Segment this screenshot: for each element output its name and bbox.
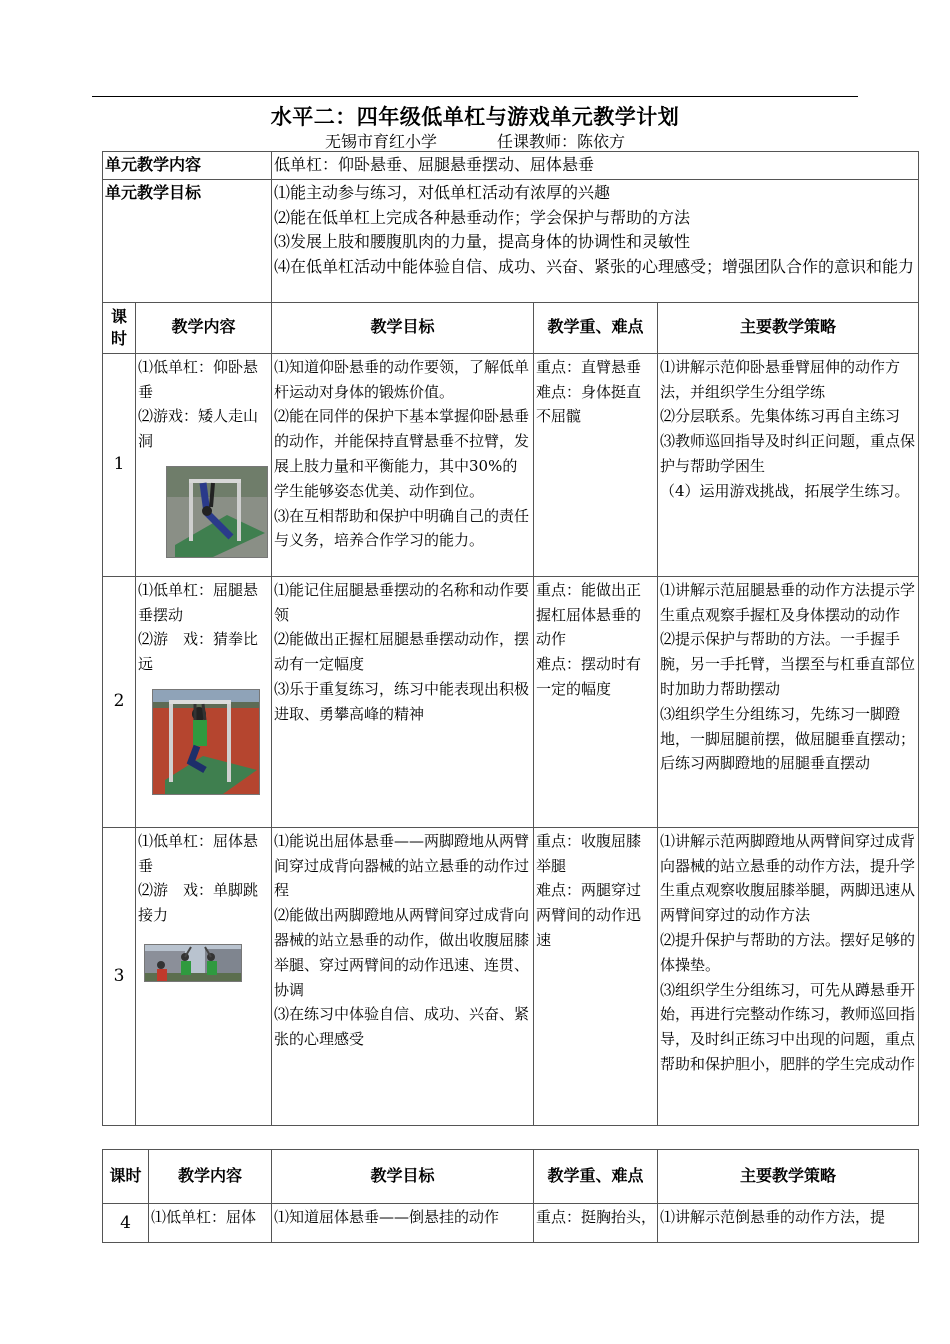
lesson-keypoints <box>534 576 658 827</box>
content-item: ⑵游 戏：猜拳比远 <box>138 630 259 674</box>
content-item: ⑴低单杠：屈腿悬垂摆动 <box>138 580 259 624</box>
goal-item: ⑵能做出正握杠屈腿悬垂摆动动作，摆动有一定幅度 <box>274 630 530 674</box>
keypoint-item: 重点：收腹屈膝举腿 <box>536 831 642 875</box>
table-row <box>103 353 919 576</box>
lesson-number: 4 <box>103 1204 149 1243</box>
strategy-item: ⑶组织学生分组练习，可先从蹲悬垂开始，再进行完整动作练习，教师巡回指导，及时纠正练习中出现的问题，重点帮助和保护胆小，肥胖的学生完成动作 <box>660 980 916 1073</box>
goal-item: ⑵能在同伴的保护下基本掌握仰卧悬垂的动作，并能保持直臂悬垂不拉臂，发展上肢力量和平衡能力，其中30%的学生能够姿态优美、动作到位。 <box>274 407 530 500</box>
header-keypoint: 教学重、难点 <box>534 302 658 353</box>
lesson-number: 2 <box>103 576 136 827</box>
header-strategy: 主要教学策略 <box>658 1150 919 1204</box>
content-item: ⑴低单杠：屈体悬垂 <box>138 831 259 875</box>
lesson-3-photo <box>144 944 242 982</box>
keypoint-item: 难点：两腿穿过两臂间的动作迅速 <box>536 881 642 949</box>
strategy-item: ⑴讲解示范屈腿悬垂的动作方法提示学生重点观察手握杠及身体摆动的动作 <box>660 580 916 624</box>
lesson-4-table <box>102 1149 919 1243</box>
goal-item: ⑶乐于重复练习，练习中能表现出积极进取、勇攀高峰的精神 <box>274 679 530 723</box>
teacher-name: 任课教师：陈依方 <box>497 132 626 151</box>
strategy-item: ⑵提升保护与帮助的方法。摆好足够的体操垫。 <box>660 930 916 974</box>
strategy-item: ⑶组织学生分组练习，先练习一脚蹬地，一脚屈腿前摆，做屈腿垂直摆动；后练习两脚蹬地的屈腿垂直摆动 <box>660 704 916 773</box>
lesson-keypoints <box>534 353 658 576</box>
lesson-strategies <box>658 576 919 827</box>
lesson-strategies: ⑴讲解示范倒悬垂的动作方法，提 <box>658 1204 919 1243</box>
table-row <box>103 827 919 1125</box>
unit-content-label: 单元教学内容 <box>103 152 272 180</box>
lesson-number: 1 <box>103 353 136 576</box>
unit-goal-item: ⑶发展上肢和腰腹肌肉的力量，提高身体的协调性和灵敏性 <box>274 232 691 252</box>
unit-goal-item: ⑴能主动参与练习，对低单杠活动有浓厚的兴趣 <box>274 182 611 202</box>
unit-goal-list <box>272 179 919 302</box>
lesson-strategies <box>658 353 919 576</box>
keypoint-item: 难点：身体挺直不屈髋 <box>536 382 642 426</box>
header-lesson: 课时 <box>103 302 136 353</box>
header-strategy: 主要教学策略 <box>658 302 919 353</box>
lesson-keypoints: 重点：挺胸抬头， <box>534 1204 658 1243</box>
goal-item: ⑴能记住屈腿悬垂摆动的名称和动作要领 <box>274 580 530 624</box>
strategy-item: （4）运用游戏挑战，拓展学生练习。 <box>660 481 910 500</box>
content-item: ⑵游 戏：单脚跳接力 <box>138 881 259 925</box>
table-row <box>103 1204 919 1243</box>
header-goal: 教学目标 <box>272 302 534 353</box>
lesson-goals <box>272 353 534 576</box>
lesson-goals <box>272 827 534 1125</box>
table-row <box>103 576 919 827</box>
strategy-item: ⑴讲解示范仰卧悬垂臂屈伸的动作方法，并组织学生分组学练 <box>660 357 901 401</box>
subtitle <box>0 129 950 152</box>
goal-item: ⑶在互相帮助和保护中明确自己的责任与义务，培养合作学习的能力。 <box>274 506 530 550</box>
header-lesson: 课时 <box>103 1150 149 1204</box>
unit-plan-table <box>102 151 919 1126</box>
lesson-number: 3 <box>103 827 136 1125</box>
strategy-item: ⑴讲解示范两脚蹬地从两臂间穿过成背向器械的站立悬垂的动作方法，提升学生重点观察收腹屈膝举腿，两脚迅速从两臂间穿过的动作方法 <box>660 831 916 925</box>
lesson-content: ⑴低单杠：屈体 <box>149 1204 272 1243</box>
lesson-content <box>136 353 272 576</box>
goal-item: ⑴能说出屈体悬垂——两脚蹬地从两臂间穿过成背向器械的站立悬垂的动作过程 <box>274 831 530 900</box>
header-rule <box>92 96 858 97</box>
strategy-item: ⑶教师巡回指导及时纠正问题，重点保护与帮助学困生 <box>660 432 916 475</box>
lesson-2-photo <box>152 689 260 795</box>
goal-item: ⑶在练习中体验自信、成功、兴奋、紧张的心理感受 <box>274 1005 530 1049</box>
strategy-item: ⑵提示保护与帮助的方法。一手握手腕，另一手托臂，当摆至与杠垂直部位时加助力帮助摆动 <box>660 630 916 698</box>
lesson-content <box>136 827 272 1125</box>
lesson-goals: ⑴知道屈体悬垂——倒悬挂的动作 <box>272 1204 534 1243</box>
unit-content-value: 低单杠：仰卧悬垂、屈腿悬垂摆动、屈体悬垂 <box>272 152 919 180</box>
school-name: 无锡市育红小学 <box>324 132 437 151</box>
header-goal: 教学目标 <box>272 1150 534 1204</box>
keypoint-item: 难点：摆动时有一定的幅度 <box>536 655 642 698</box>
keypoint-item: 重点：能做出正握杠屈体悬垂的动作 <box>536 580 642 649</box>
keypoint-item: 重点：直臂悬垂 <box>536 357 642 376</box>
lesson-goals <box>272 576 534 827</box>
content-item: ⑴低单杠：仰卧悬垂 <box>138 357 259 401</box>
lesson-strategies <box>658 827 919 1125</box>
lesson-1-photo <box>166 466 268 558</box>
header-content: 教学内容 <box>149 1150 272 1204</box>
header-keypoint: 教学重、难点 <box>534 1150 658 1204</box>
goal-item: ⑵能做出两脚蹬地从两臂间穿过成背向器械的站立悬垂的动作，做出收腹屈膝举腿、穿过两臂间的动作迅速、连贯、协调 <box>274 906 530 999</box>
unit-goal-label: 单元教学目标 <box>103 179 272 302</box>
lesson-keypoints <box>534 827 658 1125</box>
page-title: 水平二：四年级低单杠与游戏单元教学计划 <box>270 104 680 129</box>
strategy-item: ⑵分层联系。先集体练习再自主练习 <box>660 407 901 426</box>
unit-goal-item: ⑷在低单杠活动中能体验自信、成功、兴奋、紧张的心理感受；增强团队合作的意识和能力 <box>274 257 915 277</box>
content-item: ⑵游戏：矮人走山洞 <box>138 407 259 451</box>
header-content: 教学内容 <box>136 302 272 353</box>
unit-goal-item: ⑵能在低单杠上完成各种悬垂动作；学会保护与帮助的方法 <box>274 207 691 227</box>
lesson-content <box>136 576 272 827</box>
goal-item: ⑴知道仰卧悬垂的动作要领，了解低单杆运动对身体的锻炼价值。 <box>274 357 530 401</box>
